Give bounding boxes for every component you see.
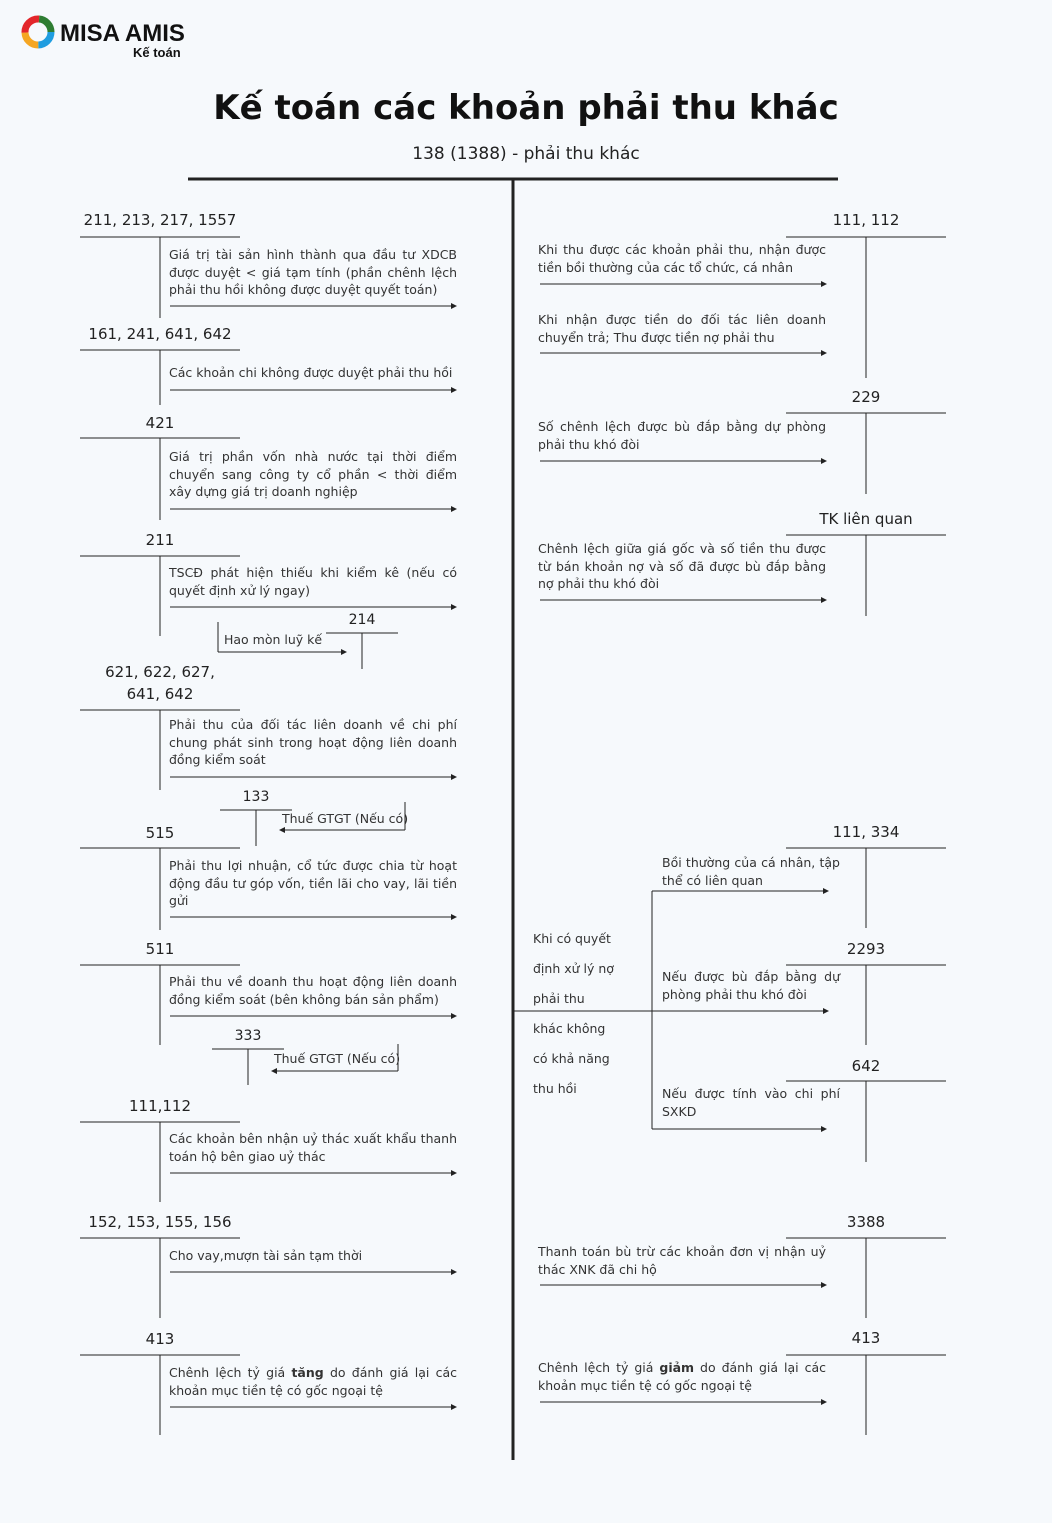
right-desc-2: Số chênh lệch được bù đắp bằng dự phòng phải thu khó đòi <box>538 419 826 452</box>
right-account-4: 111, 334 <box>832 823 900 841</box>
left-account-10: 413 <box>145 1330 175 1348</box>
right-t-6 <box>652 891 946 1162</box>
desc-bold-decrease: giảm <box>659 1360 695 1375</box>
right-desc-7: Thanh toán bù trừ các khoản đơn vị nhận uỷ thác XNK đã chi hộ <box>538 1244 826 1277</box>
side-note-line: định xử lý nợ <box>533 961 614 976</box>
left-desc-4: TSCĐ phát hiện thiếu khi kiểm kê (nếu có quyết định xử lý ngay) <box>169 565 457 598</box>
side-note-line: khác không <box>533 1021 606 1036</box>
page-subtitle: 138 (1388) - phải thu khác <box>412 144 640 164</box>
left-sub-account-333: 333 <box>234 1028 262 1044</box>
left-desc-8: Các khoản bên nhận uỷ thác xuất khẩu thanh toán hộ bên giao uỷ thác <box>169 1131 457 1164</box>
side-note-line: thu hồi <box>533 1081 577 1096</box>
right-desc-5: Nếu được bù đắp bằng dự phòng phải thu khó đòi <box>662 969 840 1002</box>
right-desc-4: Bồi thường của cá nhân, tập thể có liên quan <box>662 855 840 888</box>
logo-sub: Kế toán <box>133 45 181 60</box>
left-account-9: 152, 153, 155, 156 <box>88 1213 232 1231</box>
right-account-1: 111, 112 <box>832 211 900 229</box>
left-desc-9: Cho vay,mượn tài sản tạm thời <box>169 1248 363 1263</box>
left-account-6: 515 <box>145 824 175 842</box>
side-note-line: phải thu <box>533 991 585 1006</box>
left-sub-account-133: 133 <box>242 789 270 805</box>
left-account-8: 111,112 <box>128 1097 192 1115</box>
left-desc-3: Giá trị phần vốn nhà nước tại thời điểm chuyển sang công ty cổ phần < thời điểm xây dựng giá trị doanh nghiệp <box>169 449 457 499</box>
right-account-6: 642 <box>851 1057 881 1075</box>
right-account-5: 2293 <box>846 940 886 958</box>
left-account-2: 161, 241, 641, 642 <box>88 325 232 343</box>
right-desc-6: Nếu được tính vào chi phí SXKD <box>662 1086 840 1119</box>
left-account-5: 621, 622, 627, 641, 642 <box>105 663 215 703</box>
side-note-line: có khả năng <box>533 1051 610 1066</box>
left-desc-7: Phải thu về doanh thu hoạt động liên doanh đồng kiểm soát (bên không bán sản phẩm) <box>169 974 457 1007</box>
left-sub-account-214: 214 <box>348 612 376 628</box>
left-account-3: 421 <box>145 414 175 432</box>
right-account-3: TK liên quan <box>819 510 913 528</box>
desc-bold-increase: tăng <box>291 1365 324 1380</box>
left-account-1: 211, 213, 217, 1557 <box>83 211 237 229</box>
side-note-line: Khi có quyết <box>533 931 611 946</box>
right-account-2: 229 <box>851 388 881 406</box>
left-sub-desc-214: Hao mòn luỹ kế <box>224 632 323 647</box>
side-note <box>533 924 628 1104</box>
left-sub-desc-133: Thuế GTGT (Nếu có) <box>282 811 409 826</box>
left-account-7: 511 <box>145 940 175 958</box>
left-sub-desc-333: Thuế GTGT (Nếu có) <box>274 1051 401 1066</box>
page-title: Kế toán các khoản phải thu khác <box>213 88 839 128</box>
logo-brand: MISA AMIS <box>60 20 185 47</box>
right-desc-1a: Khi thu được các khoản phải thu, nhận được tiền bồi thường của các tổ chức, cá nhân <box>538 242 826 275</box>
right-desc-3: Chênh lệch giữa giá gốc và số tiền thu được từ bán khoản nợ và số đã được bù đắp bằng nợ phải thu khó đòi <box>538 541 826 591</box>
right-desc-8: Chênh lệch tỷ giá giảm do đánh giá lại các khoản mục tiền tệ có gốc ngoại tệ <box>538 1360 827 1393</box>
left-desc-2: Các khoản chi không được duyệt phải thu hồi <box>169 365 453 380</box>
right-desc-1b: Khi nhận được tiền do đối tác liên doanh chuyển trả; Thu được tiền nợ phải thu <box>538 312 826 345</box>
right-account-8: 413 <box>851 1329 881 1347</box>
right-account-7: 3388 <box>846 1213 886 1231</box>
left-desc-1: Giá trị tài sản hình thành qua đầu tư XDCB được duyệt < giá tạm tính (phần chênh lệch phải thu hồi không được duyệt quyết toán) <box>169 247 457 297</box>
left-desc-10: Chênh lệch tỷ giá tăng do đánh giá lại các khoản mục tiền tệ có gốc ngoại tệ <box>169 1365 457 1398</box>
left-account-4: 211 <box>145 531 175 549</box>
left-desc-6: Phải thu lợi nhuận, cổ tức được chia từ hoạt động đầu tư góp vốn, tiền lãi cho vay, lãi tiền gửi <box>169 858 457 908</box>
left-desc-5: Phải thu của đối tác liên doanh về chi phí chung phát sinh trong hoạt động liên doanh đồng kiểm soát <box>169 717 457 767</box>
